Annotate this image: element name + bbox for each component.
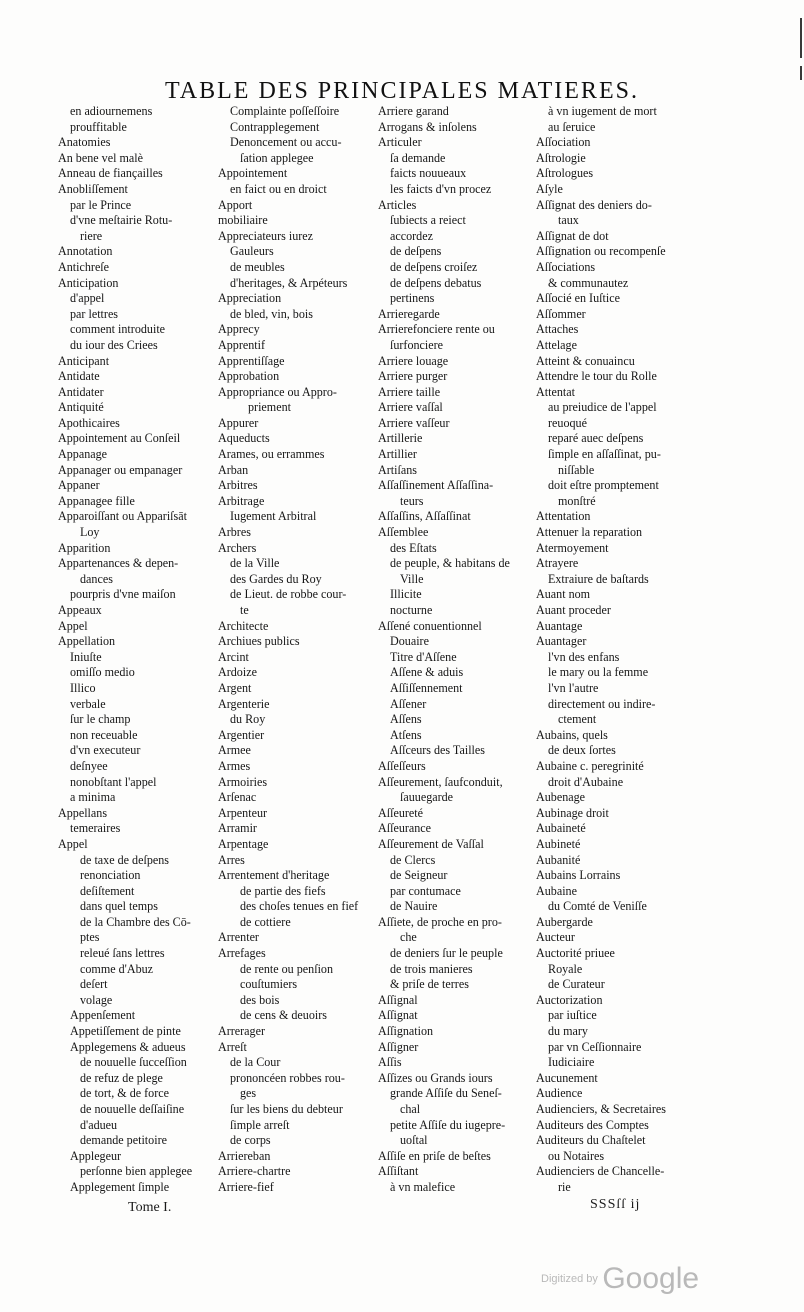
index-entry: rie bbox=[558, 1179, 571, 1194]
index-entry: Atrayere bbox=[536, 556, 579, 571]
index-entry: à vn iugement de mort bbox=[548, 104, 657, 118]
index-column-1 bbox=[58, 104, 218, 1196]
index-entry: taux bbox=[558, 213, 579, 228]
index-entry: Arbitres bbox=[218, 478, 258, 493]
index-entry: de nouuelle deſſaiſine bbox=[80, 1102, 185, 1116]
index-entry: ſur le champ bbox=[70, 712, 131, 727]
index-entry: Aubains Lorrains bbox=[536, 868, 621, 883]
index-entry: Appointement bbox=[218, 166, 288, 181]
index-entry: de peuple, & habitans de bbox=[390, 556, 510, 571]
index-entry: de Nauire bbox=[390, 899, 438, 914]
index-entry: riere bbox=[80, 228, 103, 243]
index-entry: Apport bbox=[218, 197, 253, 212]
index-entry: Auant nom bbox=[536, 587, 591, 602]
volume-label: Tome I. bbox=[128, 1200, 172, 1215]
index-entry: Appellation bbox=[58, 634, 116, 649]
index-entry: mobiliaire bbox=[218, 213, 268, 228]
index-entry: An bene vel malè bbox=[58, 150, 143, 165]
index-entry: Auant proceder bbox=[536, 603, 611, 617]
index-entry: renonciation bbox=[80, 868, 141, 883]
index-entry: uoſtal bbox=[400, 1133, 428, 1148]
index-entry: Atſens bbox=[390, 727, 422, 742]
index-entry: au ſeruice bbox=[548, 119, 596, 134]
index-entry: Iudiciaire bbox=[548, 1055, 595, 1070]
index-entry: prononcéen robbes rou- bbox=[230, 1070, 345, 1085]
index-entry: de Curateur bbox=[548, 977, 605, 992]
index-entry: reparé auec deſpens bbox=[548, 431, 644, 446]
index-entry: Aucteur bbox=[536, 930, 575, 945]
index-entry: & communautez bbox=[548, 275, 629, 290]
index-entry: Aſſeſſeurs bbox=[378, 758, 426, 773]
index-entry: Armee bbox=[218, 743, 251, 758]
index-entry: Douaire bbox=[390, 634, 429, 649]
index-entry: Aſſocié en Iuſtice bbox=[536, 291, 620, 306]
index-entry: ctement bbox=[558, 712, 597, 727]
index-entry: Audienciers, & Secretaires bbox=[536, 1102, 666, 1116]
index-entry: monſtré bbox=[558, 493, 596, 508]
index-entry: de rente ou penſion bbox=[240, 961, 334, 976]
index-entry: du Comté de Veniſſe bbox=[548, 899, 647, 914]
index-entry: Aubenage bbox=[536, 790, 586, 805]
index-entry: Loy bbox=[80, 525, 100, 540]
index-entry: Aſſignal bbox=[378, 992, 418, 1007]
index-entry: du iour des Criees bbox=[70, 337, 158, 352]
index-entry: Aſſommer bbox=[536, 306, 586, 321]
index-entry: Aubineté bbox=[536, 836, 581, 851]
index-entry: teurs bbox=[400, 493, 424, 508]
index-entry: Attenuer la reparation bbox=[536, 525, 643, 540]
index-entry: Apparoiſſant ou Appariſsāt bbox=[58, 509, 187, 524]
index-entry: Appenſement bbox=[70, 1008, 136, 1023]
index-entry: de la Ville bbox=[230, 556, 280, 571]
index-entry: de cens & deuoirs bbox=[240, 1008, 327, 1023]
index-entry: nonobſtant l'appel bbox=[70, 774, 157, 789]
index-entry: Aſſignation bbox=[378, 1024, 434, 1039]
index-entry: Apprentif bbox=[218, 337, 266, 352]
index-entry: Royale bbox=[548, 961, 583, 976]
index-entry: Illico bbox=[70, 680, 96, 695]
index-entry: Anticipation bbox=[58, 275, 119, 290]
index-entry: pertinens bbox=[390, 291, 435, 306]
index-entry: Argentier bbox=[218, 727, 265, 742]
index-entry: Ardoize bbox=[218, 665, 257, 680]
index-entry: au preiudice de l'appel bbox=[548, 400, 657, 415]
index-entry: Apparition bbox=[58, 540, 111, 555]
index-entry: Arrenter bbox=[218, 930, 259, 945]
index-entry: Arbres bbox=[218, 525, 251, 540]
page-title: TABLE DES PRINCIPALES MATIERES. bbox=[165, 78, 639, 104]
digitization-watermark bbox=[541, 1262, 699, 1296]
index-entry: Arres bbox=[218, 852, 245, 867]
index-entry: Auantager bbox=[536, 634, 587, 649]
index-entry: par vn Ceſſionnaire bbox=[548, 1039, 642, 1054]
index-entry: ſation applegee bbox=[240, 150, 314, 165]
index-entry: Audience bbox=[536, 1086, 583, 1101]
index-entry: niſſable bbox=[558, 462, 595, 477]
index-entry: dans quel temps bbox=[80, 899, 158, 914]
index-entry: Arrogans & inſolens bbox=[378, 119, 477, 134]
index-entry: Arcint bbox=[218, 649, 249, 664]
index-entry: des Eſtats bbox=[390, 540, 437, 555]
index-entry: Aſſiſe en priſe de beſtes bbox=[378, 1148, 491, 1163]
index-entry: d'adueu bbox=[80, 1117, 118, 1132]
index-entry: reuoqué bbox=[548, 415, 587, 430]
index-entry: Aſſene & aduis bbox=[390, 665, 464, 680]
index-entry: par lettres bbox=[70, 306, 119, 321]
index-entry: Aucunement bbox=[536, 1070, 598, 1085]
index-entry: Articuler bbox=[378, 135, 422, 150]
index-entry: priement bbox=[248, 400, 291, 415]
index-entry: de Clercs bbox=[390, 852, 436, 867]
index-entry: ges bbox=[240, 1086, 257, 1101]
index-entry: Arrefages bbox=[218, 946, 266, 961]
index-entry: Aſſené conuentionnel bbox=[378, 618, 482, 633]
index-entry: Anobliſſement bbox=[58, 181, 128, 196]
index-entry: dances bbox=[80, 571, 113, 586]
index-entry: Aqueducts bbox=[218, 431, 270, 446]
index-entry: omiſſo medio bbox=[70, 665, 135, 680]
index-entry: Arriere garand bbox=[378, 104, 449, 118]
index-entry: Auditeurs des Comptes bbox=[536, 1117, 649, 1132]
index-entry: Aubaine bbox=[536, 883, 577, 898]
index-entry: Arrentement d'heritage bbox=[218, 868, 330, 883]
index-entry: Appaner bbox=[58, 478, 100, 493]
index-entry: de trois manieres bbox=[390, 961, 473, 976]
index-entry: Arpentage bbox=[218, 836, 269, 851]
index-entry: d'heritages, & Arpéteurs bbox=[230, 275, 348, 290]
index-entry: Appurer bbox=[218, 415, 259, 430]
index-entry: Attaches bbox=[536, 322, 579, 337]
index-entry: Armes bbox=[218, 758, 251, 773]
index-entry: des bois bbox=[240, 992, 280, 1007]
index-entry: prouffitable bbox=[70, 119, 127, 134]
index-entry: Aſſis bbox=[378, 1055, 402, 1070]
index-entry: Aſtrologie bbox=[536, 150, 586, 165]
index-entry: Arban bbox=[218, 462, 249, 477]
index-column-3 bbox=[378, 104, 534, 1196]
index-entry: Arriere purger bbox=[378, 369, 448, 384]
index-entry: Aſſaſſinement Aſſaſſina- bbox=[378, 478, 494, 493]
index-entry: Aſſeurance bbox=[378, 821, 432, 836]
index-entry: l'vn l'autre bbox=[548, 680, 599, 695]
index-entry: Argent bbox=[218, 680, 252, 695]
index-entry: ſurfonciere bbox=[390, 337, 444, 352]
index-entry: Aſſociations bbox=[536, 259, 596, 274]
index-entry: de deniers ſur le peuple bbox=[390, 946, 503, 961]
index-entry: Arramir bbox=[218, 821, 257, 836]
index-entry: d'vne meſtairie Rotu- bbox=[70, 213, 173, 228]
index-entry: nocturne bbox=[390, 603, 433, 617]
index-entry: Arriere-chartre bbox=[218, 1164, 291, 1179]
index-entry: Anneau de fiançailles bbox=[58, 166, 163, 181]
index-entry: de deux ſortes bbox=[548, 743, 616, 758]
index-entry: comme d'Abuz bbox=[80, 961, 154, 976]
index-entry: Aubergarde bbox=[536, 914, 593, 929]
index-entry: Aſſemblee bbox=[378, 525, 429, 540]
index-entry: Anatomies bbox=[58, 135, 111, 150]
index-entry: Appreciation bbox=[218, 291, 282, 306]
index-entry: Aſyle bbox=[536, 181, 563, 196]
index-entry: Anticipant bbox=[58, 353, 110, 368]
index-entry: Artiſans bbox=[378, 462, 417, 477]
index-entry: ſauuegarde bbox=[400, 790, 454, 805]
index-entry: des choſes tenues en fief bbox=[240, 899, 359, 914]
index-entry: te bbox=[240, 603, 249, 617]
index-entry: Arrierefonciere rente ou bbox=[378, 322, 495, 337]
index-entry: Applegemens & adueus bbox=[70, 1039, 186, 1054]
index-entry: chal bbox=[400, 1102, 421, 1116]
index-entry: Aubinage droit bbox=[536, 805, 609, 820]
index-entry: ſimple arreſt bbox=[230, 1117, 290, 1132]
index-entry: droit d'Aubaine bbox=[548, 774, 624, 789]
index-entry: Denoncement ou accu- bbox=[230, 135, 342, 150]
index-entry: non receuable bbox=[70, 727, 138, 742]
index-entry: de deſpens debatus bbox=[390, 275, 482, 290]
index-entry: Arriere taille bbox=[378, 384, 441, 399]
index-entry: Appeaux bbox=[58, 603, 102, 617]
index-entry: Appanager ou empanager bbox=[58, 462, 183, 477]
index-entry: Attentation bbox=[536, 509, 591, 524]
index-entry: deſiſtement bbox=[80, 883, 135, 898]
index-entry: petite Aſſiſe du iugepre- bbox=[390, 1117, 506, 1132]
index-entry: Architecte bbox=[218, 618, 269, 633]
index-entry: Aſſener bbox=[390, 696, 427, 711]
index-entry: Artillier bbox=[378, 447, 417, 462]
index-entry: Antiquité bbox=[58, 400, 104, 415]
index-entry: Appetiſſement de pinte bbox=[70, 1024, 181, 1039]
index-entry: Aubains, quels bbox=[536, 727, 608, 742]
index-entry: Aſſens bbox=[390, 712, 422, 727]
index-entry: Arrieregarde bbox=[378, 306, 440, 321]
index-entry: Auctorité priuee bbox=[536, 946, 615, 961]
index-entry: de partie des fiefs bbox=[240, 883, 326, 898]
index-entry: Aſſignat bbox=[378, 1008, 418, 1023]
index-entry: che bbox=[400, 930, 417, 945]
index-entry: Argenterie bbox=[218, 696, 270, 711]
index-entry: de bled, vin, bois bbox=[230, 306, 313, 321]
index-entry: Appropriance ou Appro- bbox=[218, 384, 337, 399]
page-edge-mark bbox=[800, 66, 802, 80]
index-entry: Aubanité bbox=[536, 852, 581, 867]
index-entry: à vn malefice bbox=[390, 1179, 456, 1194]
index-entry: grande Aſſiſe du Seneſ- bbox=[390, 1086, 502, 1101]
index-entry: Antidate bbox=[58, 369, 100, 384]
index-entry: ou Notaires bbox=[548, 1148, 605, 1163]
index-entry: Articles bbox=[378, 197, 417, 212]
index-entry: Auantage bbox=[536, 618, 583, 633]
index-entry: deſert bbox=[80, 977, 108, 992]
index-entry: volage bbox=[80, 992, 113, 1007]
index-entry: Arriere-fief bbox=[218, 1179, 274, 1194]
index-entry: Arpenteur bbox=[218, 805, 268, 820]
index-entry: Appanage bbox=[58, 447, 108, 462]
index-entry: Arames, ou errammes bbox=[218, 447, 325, 462]
index-entry: Arriere vaſſal bbox=[378, 400, 443, 415]
index-entry: ſubiects a reiect bbox=[390, 213, 466, 228]
index-entry: perſonne bien applegee bbox=[80, 1164, 193, 1179]
index-entry: Apprecy bbox=[218, 322, 260, 337]
index-entry: de deſpens croiſez bbox=[390, 259, 478, 274]
index-entry: Arriere louage bbox=[378, 353, 449, 368]
index-entry: Arrerager bbox=[218, 1024, 265, 1039]
index-entry: en adiournemens bbox=[70, 104, 153, 118]
index-entry: doit eſtre promptement bbox=[548, 478, 659, 493]
index-entry: d'appel bbox=[70, 291, 105, 306]
index-entry: Aſtrologues bbox=[536, 166, 594, 181]
index-entry: couſtumiers bbox=[240, 977, 298, 992]
watermark-prefix: Digitized by bbox=[541, 1273, 598, 1285]
index-entry: Gauleurs bbox=[230, 244, 274, 259]
index-entry: Contrapplegement bbox=[230, 119, 320, 134]
index-entry: de deſpens bbox=[390, 244, 442, 259]
index-entry: Attelage bbox=[536, 337, 577, 352]
index-entry: Antichreſe bbox=[58, 259, 110, 274]
signature-mark: SSSſſ ij bbox=[590, 1197, 641, 1212]
index-entry: verbale bbox=[70, 696, 106, 711]
index-entry: Appointement au Conſeil bbox=[58, 431, 181, 446]
index-entry: par contumace bbox=[390, 883, 461, 898]
index-entry: releué ſans lettres bbox=[80, 946, 165, 961]
index-entry: Aſſceurs des Tailles bbox=[390, 743, 485, 758]
index-entry: Auditeurs du Chaſtelet bbox=[536, 1133, 646, 1148]
index-entry: Attendre le tour du Rolle bbox=[536, 369, 657, 384]
index-entry: Attentat bbox=[536, 384, 575, 399]
index-entry: Aſſiete, de proche en pro- bbox=[378, 914, 502, 929]
index-entry: d'vn executeur bbox=[70, 743, 141, 758]
index-entry: Arſenac bbox=[218, 790, 257, 805]
index-entry: demande petitoire bbox=[80, 1133, 167, 1148]
index-entry: Audienciers de Chancelle- bbox=[536, 1164, 665, 1179]
index-entry: Aubaineté bbox=[536, 821, 586, 836]
index-entry: de la Cour bbox=[230, 1055, 281, 1070]
index-entry: Titre d'Aſſene bbox=[390, 649, 457, 664]
index-entry: accordez bbox=[390, 228, 433, 243]
index-entry: le mary ou la femme bbox=[548, 665, 649, 680]
index-entry: Aſſiſtant bbox=[378, 1164, 419, 1179]
index-entry: faicts nouueaux bbox=[390, 166, 467, 181]
index-entry: des Gardes du Roy bbox=[230, 571, 322, 586]
index-entry: Ville bbox=[400, 571, 424, 586]
index-entry: de nouuelle ſucceſſion bbox=[80, 1055, 187, 1070]
index-column-4 bbox=[536, 104, 696, 1196]
index-entry: Approbation bbox=[218, 369, 280, 384]
index-entry: Aſſaſſins, Aſſaſſinat bbox=[378, 509, 471, 524]
index-entry: Annotation bbox=[58, 244, 113, 259]
index-entry: les faicts d'vn procez bbox=[390, 181, 492, 196]
index-entry: du Roy bbox=[230, 712, 266, 727]
index-entry: Atteint & conuaincu bbox=[536, 353, 635, 368]
index-entry: de cottiere bbox=[240, 914, 291, 929]
index-entry: Appartenances & depen- bbox=[58, 556, 179, 571]
index-entry: Arreſt bbox=[218, 1039, 247, 1054]
index-entry: Appreciateurs iurez bbox=[218, 228, 314, 243]
index-entry: Aſſizes ou Grands iours bbox=[378, 1070, 493, 1085]
index-entry: Applegement ſimple bbox=[70, 1179, 170, 1194]
index-entry: comment introduite bbox=[70, 322, 166, 337]
index-entry: temeraires bbox=[70, 821, 121, 836]
index-entry: Complainte poſſeſſoire bbox=[230, 104, 340, 118]
index-entry: Iniuſte bbox=[70, 649, 102, 664]
index-entry: Appel bbox=[58, 618, 88, 633]
index-entry: Extraiure de baſtards bbox=[548, 571, 649, 586]
index-entry: de corps bbox=[230, 1133, 271, 1148]
index-entry: Aſſiſſennement bbox=[390, 680, 463, 695]
index-entry: ſimple en aſſaſſinat, pu- bbox=[548, 447, 661, 462]
index-entry: de la Chambre des Cō- bbox=[80, 914, 191, 929]
index-entry: Applegeur bbox=[70, 1148, 122, 1163]
index-entry: Illicite bbox=[390, 587, 422, 602]
index-entry: par iuſtice bbox=[548, 1008, 597, 1023]
index-entry: Archers bbox=[218, 540, 257, 555]
index-entry: par le Prince bbox=[70, 197, 132, 212]
index-entry: ſur les biens du debteur bbox=[230, 1102, 343, 1116]
index-entry: Antidater bbox=[58, 384, 104, 399]
index-entry: Armoiries bbox=[218, 774, 268, 789]
index-column-2 bbox=[218, 104, 374, 1196]
index-entry: Artillerie bbox=[378, 431, 423, 446]
index-entry: de Lieut. de robbe cour- bbox=[230, 587, 347, 602]
index-entry: de refuz de plege bbox=[80, 1070, 163, 1085]
index-entry: Aſſeurement, ſaufconduit, bbox=[378, 774, 503, 789]
index-entry: Aſſigner bbox=[378, 1039, 419, 1054]
index-entry: Arriere vaſſeur bbox=[378, 415, 450, 430]
index-entry: Arbitrage bbox=[218, 493, 265, 508]
index-entry: directement ou indire- bbox=[548, 696, 656, 711]
index-entry: Aſſignat de dot bbox=[536, 228, 609, 243]
index-entry: pourpris d'vne maiſon bbox=[70, 587, 176, 602]
index-entry: Aſſociation bbox=[536, 135, 591, 150]
index-entry: Atermoyement bbox=[536, 540, 609, 555]
index-entry: Iugement Arbitral bbox=[230, 509, 317, 524]
index-entry: l'vn des enfans bbox=[548, 649, 620, 664]
index-entry: Appanagee fille bbox=[58, 493, 135, 508]
index-entry: ſa demande bbox=[390, 150, 446, 165]
index-entry: Appel bbox=[58, 836, 88, 851]
index-entry: Aſſignat des deniers do- bbox=[536, 197, 652, 212]
index-entry: de taxe de deſpens bbox=[80, 852, 169, 867]
index-entry: Aſſeurement de Vaſſal bbox=[378, 836, 484, 851]
index-entry: Apothicaires bbox=[58, 415, 120, 430]
index-entry: Auctorization bbox=[536, 992, 603, 1007]
index-entry: Appellans bbox=[58, 805, 108, 820]
index-entry: a minima bbox=[70, 790, 116, 805]
index-entry: Aubaine c. peregrinité bbox=[536, 758, 644, 773]
index-entry: en faict ou en droict bbox=[230, 181, 327, 196]
index-entry: Aſſeureté bbox=[378, 805, 423, 820]
index-entry: de meubles bbox=[230, 259, 285, 274]
google-logo: Google bbox=[602, 1262, 700, 1295]
index-entry: Arriereban bbox=[218, 1148, 271, 1163]
index-entry: Apprentiſſage bbox=[218, 353, 285, 368]
page-edge-mark bbox=[800, 18, 802, 58]
index-entry: du mary bbox=[548, 1024, 588, 1039]
index-entry: Aſſignation ou recompenſe bbox=[536, 244, 666, 259]
index-entry: de Seigneur bbox=[390, 868, 448, 883]
index-entry: de tort, & de force bbox=[80, 1086, 169, 1101]
index-entry: Archiues publics bbox=[218, 634, 300, 649]
index-entry: ptes bbox=[80, 930, 100, 945]
index-entry: deſnyee bbox=[70, 758, 108, 773]
index-entry: & priſe de terres bbox=[390, 977, 469, 992]
